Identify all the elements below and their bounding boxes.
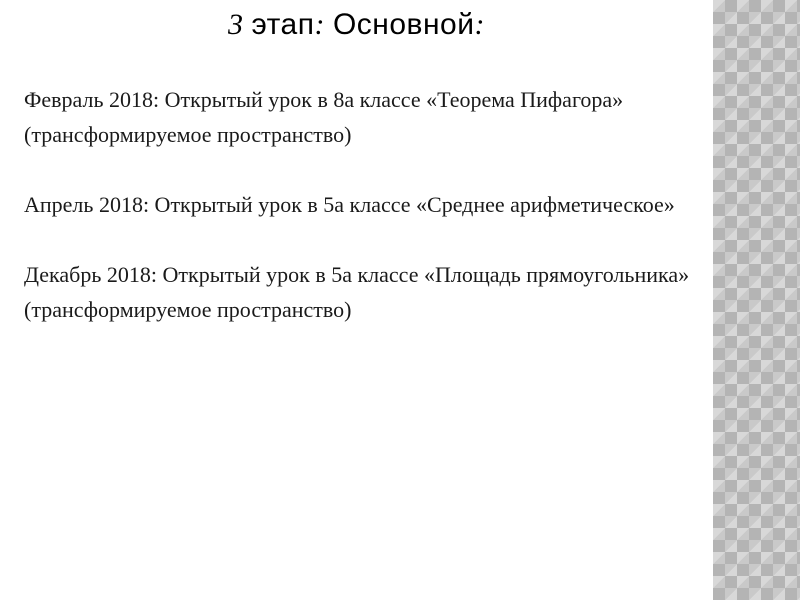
title-colon-1: : xyxy=(314,8,325,41)
title-word-stage: этап xyxy=(251,8,315,41)
lesson-item-december: Декабрь 2018: Открытый урок в 5а классе «Площадь прямоугольника» (трансформируемое пространство) xyxy=(24,262,690,322)
title-stage-number: 3 xyxy=(227,8,244,41)
lesson-item-february: Февраль 2018: Открытый урок в 8а классе «Теорема Пифагора» (трансформируемое пространство) xyxy=(24,87,624,147)
decorative-side-pattern xyxy=(713,0,800,600)
title-word-main: Основной xyxy=(332,8,475,41)
slide-title xyxy=(0,8,713,42)
lesson-item-april: Апрель 2018: Открытый урок в 5а классе «Среднее арифметическое» xyxy=(24,192,675,217)
title-colon-2: : xyxy=(474,8,486,41)
slide-content xyxy=(24,82,709,362)
